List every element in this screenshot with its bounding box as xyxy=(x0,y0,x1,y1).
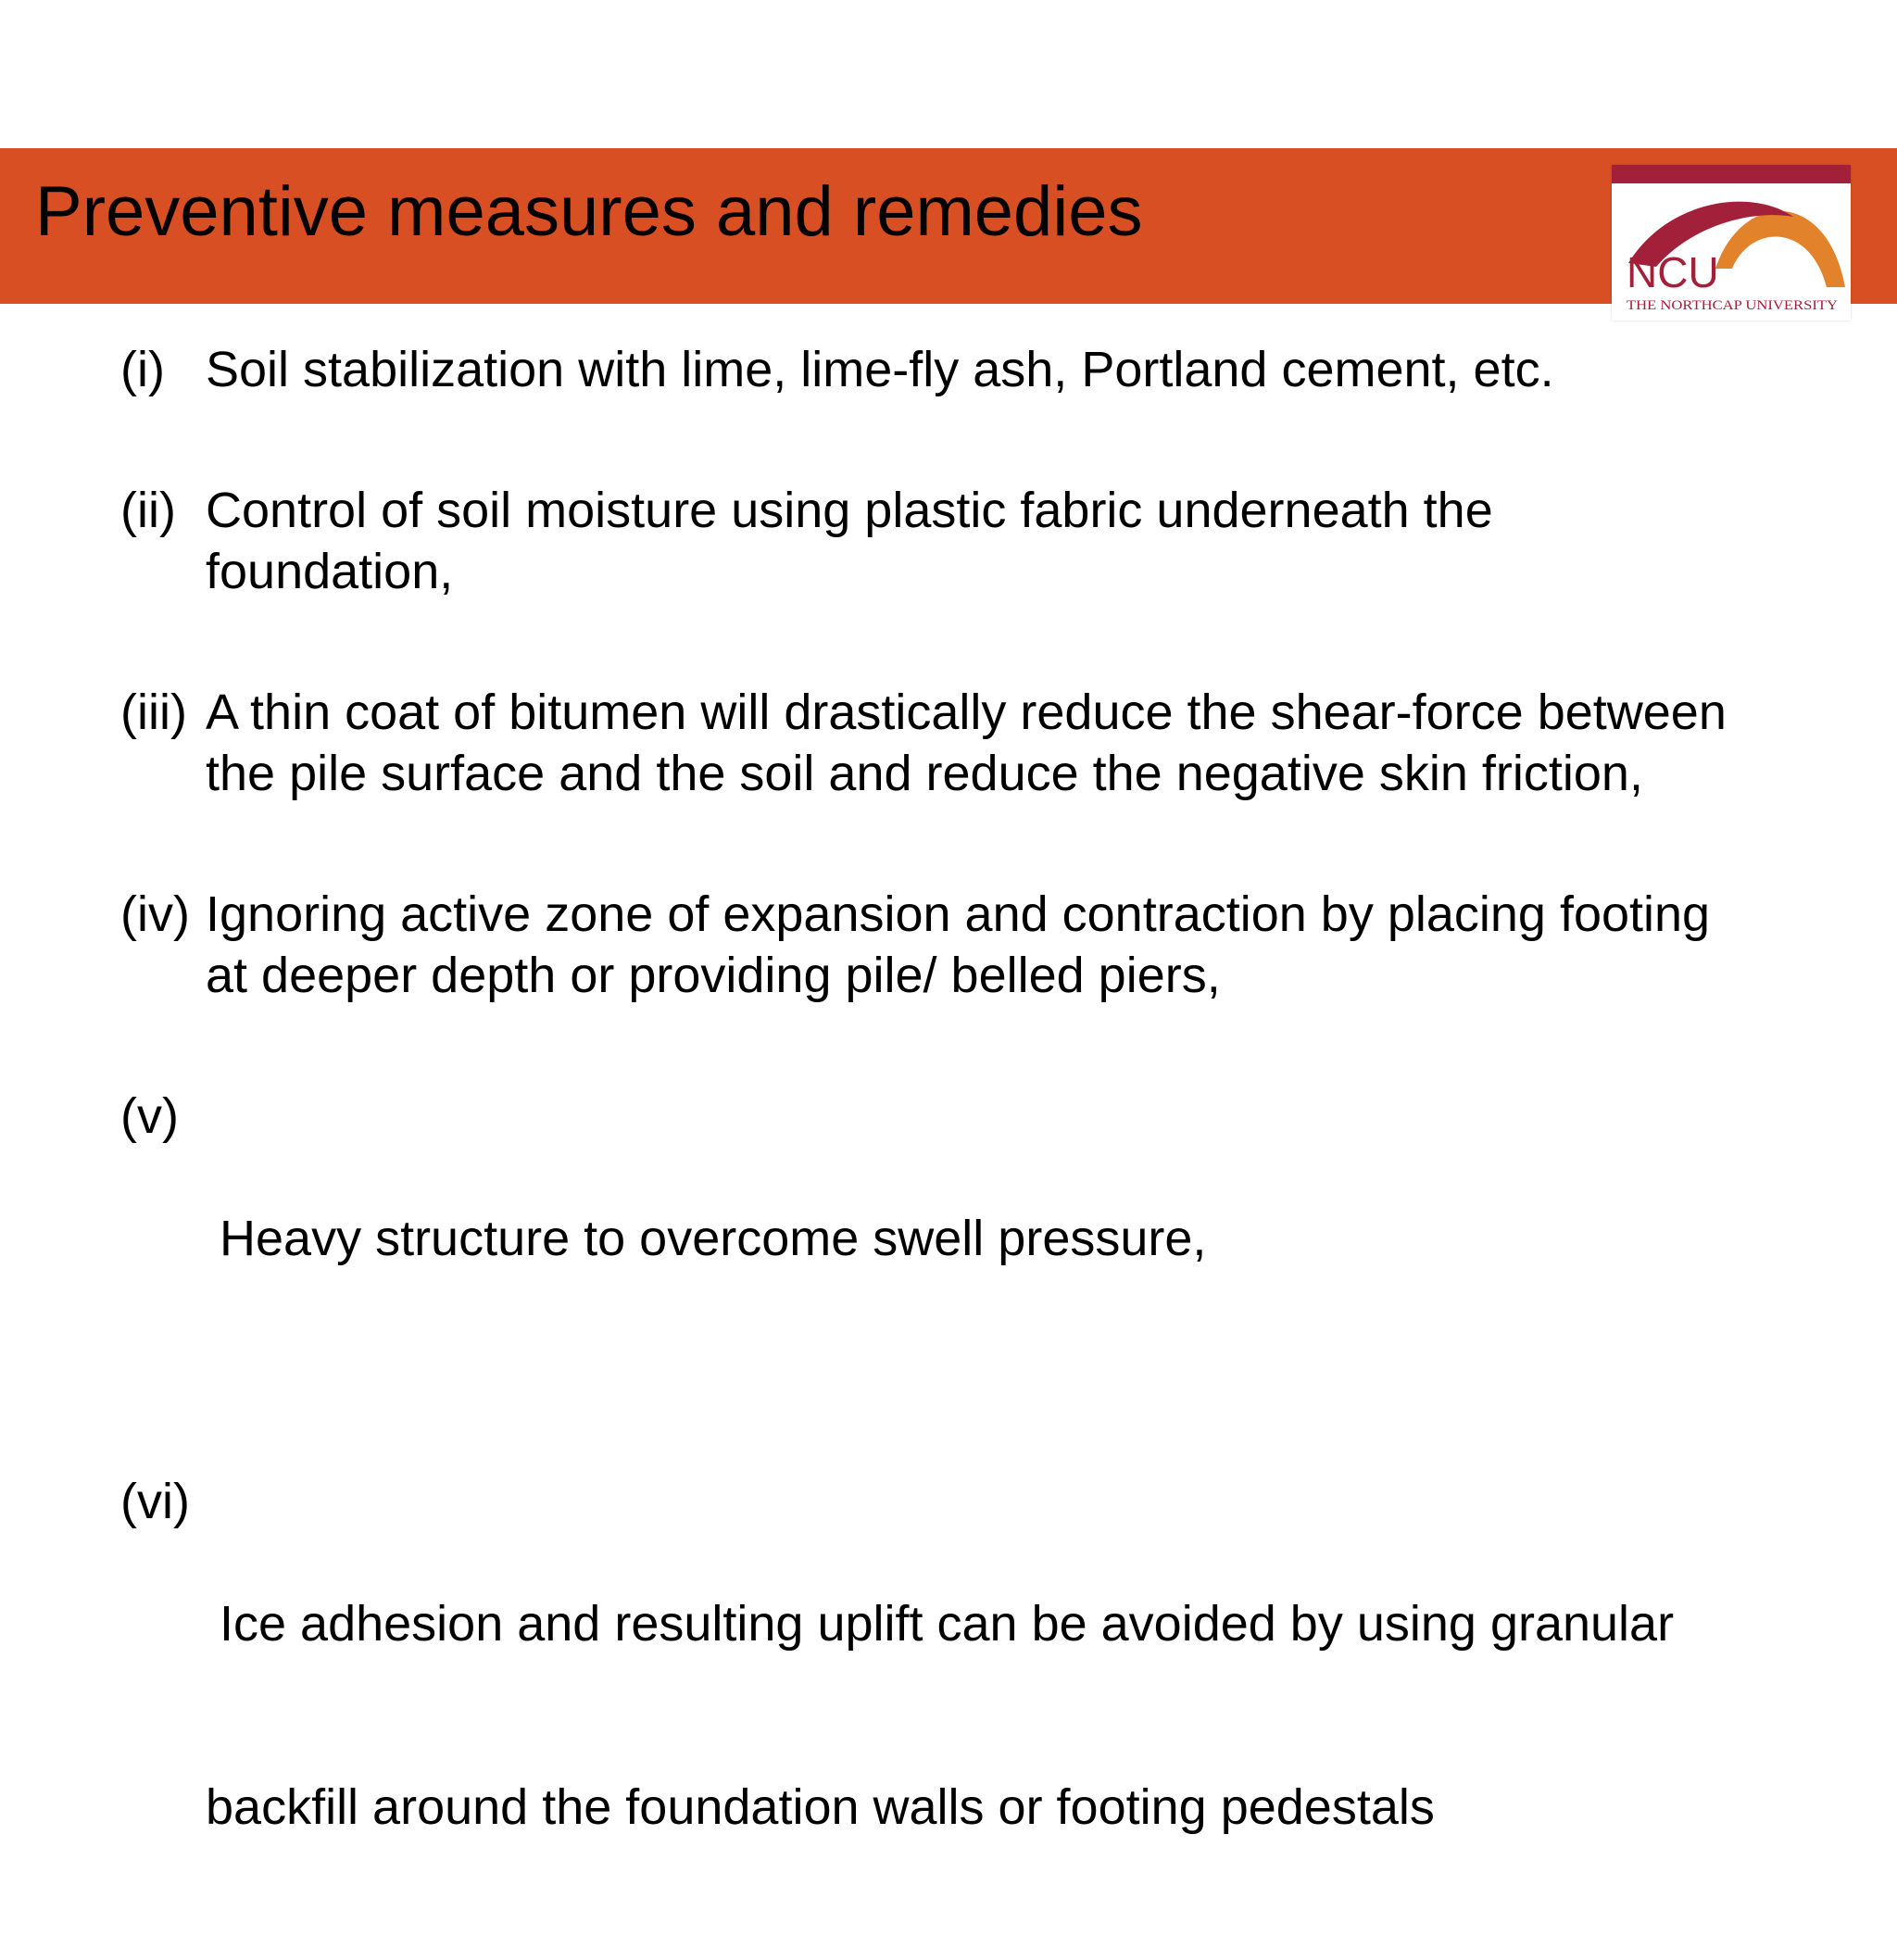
list-item xyxy=(120,1086,1788,1391)
item-number: (v) xyxy=(120,1088,179,1144)
list-item xyxy=(120,884,1788,1006)
item-line: the pile surface and the soil and reduce the negative skin friction, xyxy=(206,746,1643,801)
logo-subtitle: THE NORTHCAP UNIVERSITY xyxy=(1627,298,1839,313)
item-text xyxy=(206,480,1788,602)
item-line: Ice adhesion and resulting uplift can be avoided by using granular xyxy=(206,1596,1675,1652)
item-text xyxy=(206,884,1788,1006)
logo-wordmark: NCU xyxy=(1627,248,1719,296)
item-text xyxy=(206,1086,1788,1391)
list-item xyxy=(120,480,1788,602)
ncu-logo xyxy=(1612,165,1851,320)
list-item xyxy=(120,682,1788,804)
item-line: Soil stabilization with lime, lime-fly ash, Portland cement, etc. xyxy=(206,342,1554,397)
item-number: (vi) xyxy=(120,1474,190,1529)
item-line: Heavy structure to overcome swell pressure, xyxy=(206,1211,1207,1266)
item-text xyxy=(206,339,1788,400)
item-line: foundation, xyxy=(206,544,454,599)
logo-top-bar xyxy=(1612,165,1851,183)
item-text xyxy=(206,682,1788,804)
item-number: (iii) xyxy=(120,685,187,740)
item-line: Control of soil moisture using plastic fabric underneath the xyxy=(206,483,1493,538)
item-line: Ignoring active zone of expansion and contraction by placing footing xyxy=(206,886,1711,942)
item-text xyxy=(206,1471,1788,1960)
logo-arch-orange xyxy=(1715,211,1845,287)
item-number: (i) xyxy=(120,342,165,397)
remedies-list xyxy=(120,339,1788,1960)
item-number: (iv) xyxy=(120,886,190,942)
item-line: A thin coat of bitumen will drastically reduce the shear-force between xyxy=(206,685,1727,740)
list-item xyxy=(120,339,1788,400)
list-item xyxy=(120,1471,1788,1960)
item-line: backfill around the foundation walls or footing pedestals xyxy=(206,1779,1435,1835)
slide-title: Preventive measures and remedies xyxy=(35,172,1143,251)
item-line: at deeper depth or providing pile/ belled piers, xyxy=(206,948,1221,1003)
item-number: (ii) xyxy=(120,483,176,538)
